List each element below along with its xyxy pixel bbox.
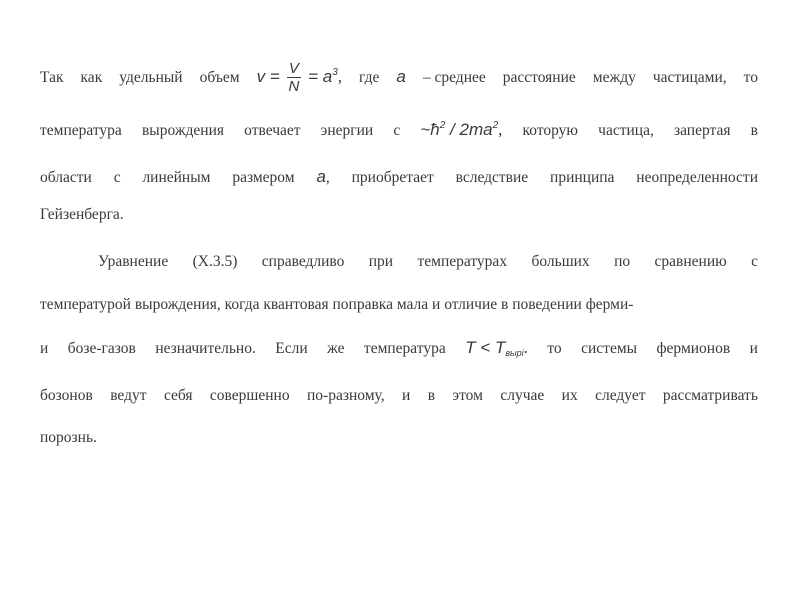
word: неопределенности	[636, 169, 758, 186]
formula-exponent: 3	[332, 66, 338, 78]
formula-part: T < T	[465, 338, 506, 357]
word: с	[113, 169, 121, 186]
word: расстояние	[502, 68, 576, 86]
formula-part: / 2ma	[445, 120, 493, 139]
word: бозе-газов	[67, 340, 136, 357]
word: же	[327, 340, 345, 357]
word: вырождения	[141, 122, 225, 139]
word: удельный	[119, 68, 183, 86]
formula-part: ~ħ	[420, 120, 440, 139]
math-var-a: a	[316, 167, 326, 186]
text-line-1	[40, 60, 758, 95]
word: больших	[531, 253, 590, 270]
word: случае	[500, 387, 545, 404]
word: по	[614, 253, 631, 270]
fraction-v-over-n	[287, 60, 302, 95]
word: бозонов	[40, 387, 93, 404]
word: совершенно	[209, 387, 290, 404]
text-line-6: температурой вырождения, когда квантовая поправка мала и отличие в поведении ферми-	[40, 296, 634, 313]
word: то	[743, 68, 758, 86]
word: в	[750, 122, 758, 139]
word: то	[547, 340, 562, 357]
word: справедливо	[261, 253, 345, 270]
word: рассматривать	[662, 387, 758, 404]
word: вследствие	[455, 169, 529, 186]
word: следует	[595, 387, 646, 404]
text-line-5	[98, 252, 758, 272]
word: по-разному,	[306, 387, 385, 404]
word: частицами,	[652, 68, 727, 86]
specific-volume-formula	[257, 60, 342, 95]
formula-rhs: = a	[308, 66, 333, 86]
formula-lhs: v =	[256, 66, 280, 86]
word: ведут	[110, 387, 147, 404]
word: приобретает	[351, 169, 434, 186]
word: области	[40, 169, 92, 186]
punctuation: ,	[498, 120, 503, 139]
word: себя	[163, 387, 193, 404]
word: принципа	[550, 169, 615, 186]
fraction-numerator: V	[288, 60, 299, 77]
word: системы	[581, 340, 638, 357]
formula-exponent: 2	[492, 120, 499, 131]
word: в	[427, 387, 436, 404]
text-line-2	[40, 120, 758, 141]
text-line-3	[40, 167, 758, 188]
text-line-7	[40, 338, 758, 359]
word: как	[80, 68, 103, 86]
equation-reference: (X.3.5)	[192, 253, 238, 270]
math-var-a: a	[396, 66, 406, 86]
text-line-4: Гейзенберга.	[40, 206, 124, 223]
word: энергии	[320, 122, 374, 139]
temperature-inequality	[465, 338, 528, 358]
word: Уравнение	[98, 253, 169, 270]
word: Если	[275, 340, 308, 357]
word: – среднее	[422, 68, 486, 86]
word: которую	[522, 122, 579, 139]
energy-formula	[420, 120, 502, 140]
word: сравнению	[654, 253, 727, 270]
word: их	[561, 387, 578, 404]
formula-subscript: вырi	[505, 348, 524, 358]
word: с	[393, 122, 401, 139]
text-line-9: порознь.	[40, 429, 97, 446]
word: при	[368, 253, 394, 270]
word: температурах	[417, 253, 508, 270]
formula-exponent: 2	[439, 120, 446, 131]
punctuation: ,	[337, 66, 342, 86]
word: между	[592, 68, 636, 86]
word: объем	[199, 68, 240, 86]
word: незначительно.	[155, 340, 256, 357]
word: фермионов	[656, 340, 731, 357]
punctuation: ,	[325, 169, 330, 186]
word: этом	[452, 387, 483, 404]
word: отвечает	[244, 122, 301, 139]
fraction-denominator: N	[288, 78, 300, 95]
word: Так	[40, 68, 64, 86]
word: и	[749, 340, 758, 357]
math-var-a-group	[316, 167, 329, 188]
word: температура	[363, 340, 446, 357]
punctuation: .	[523, 338, 528, 357]
word: где	[359, 68, 380, 86]
word: размером	[232, 169, 295, 186]
word: частица,	[598, 122, 654, 139]
word: и	[401, 387, 411, 404]
word: с	[751, 253, 758, 270]
word: температура	[40, 122, 122, 139]
text-line-8	[40, 386, 758, 406]
word: и	[40, 340, 49, 357]
word: линейным	[142, 169, 211, 186]
word: запертая	[673, 122, 731, 139]
